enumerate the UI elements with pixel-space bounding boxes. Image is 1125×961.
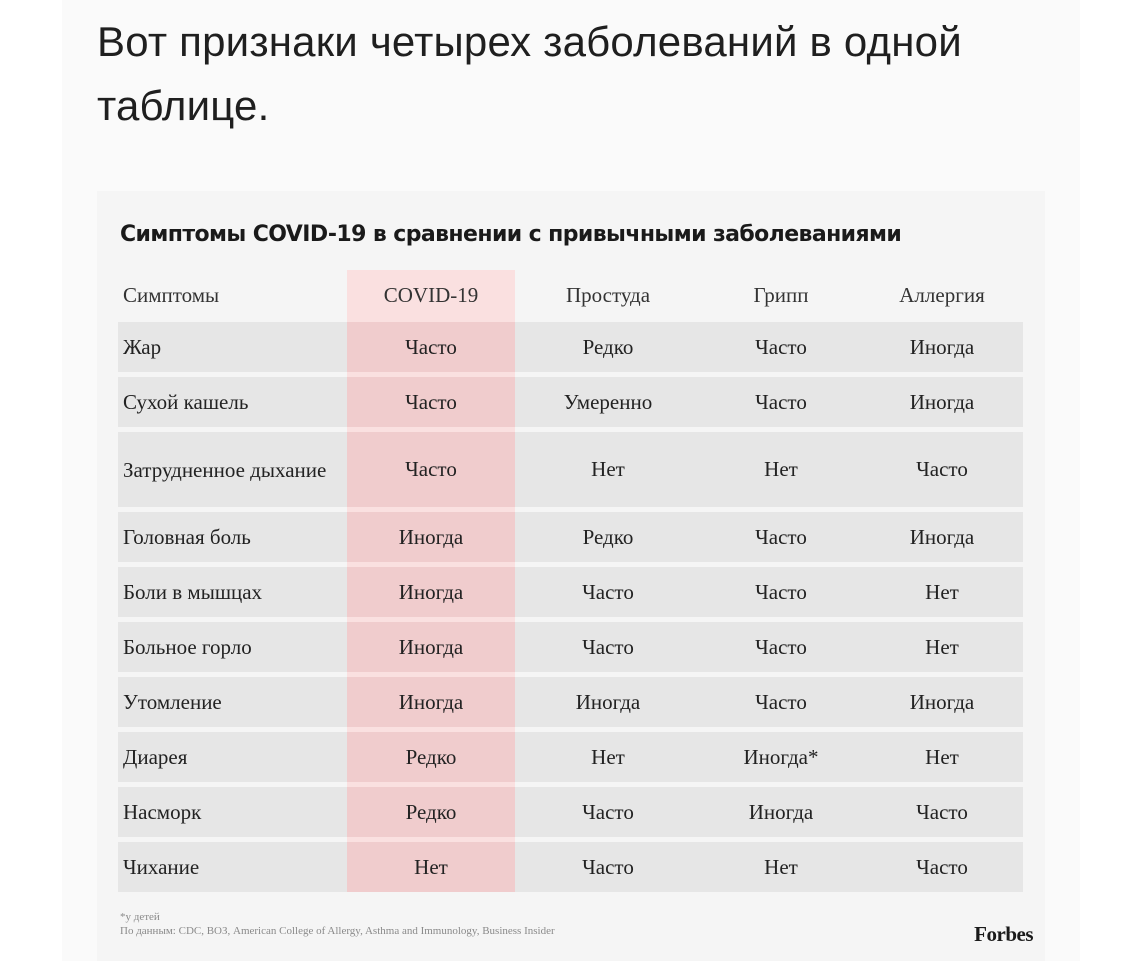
table-row: [118, 432, 1023, 507]
flu-cell: Часто: [755, 579, 807, 604]
table-row: [118, 842, 1023, 892]
covid-cell: Редко: [347, 787, 515, 837]
column-header-covid: COVID-19: [383, 282, 479, 307]
allergy-cell: Иногда: [909, 689, 975, 714]
flu-cell: Часто: [755, 389, 807, 414]
column-header-allergy: Аллергия: [899, 282, 985, 307]
table-row: [118, 512, 1023, 562]
symptom-cell: Диарея: [123, 744, 188, 769]
flu-cell: Нет: [764, 854, 798, 879]
table-row: [118, 322, 1023, 372]
cold-cell: Иногда: [575, 689, 641, 714]
cold-cell: Часто: [582, 634, 634, 659]
footnote: [120, 910, 555, 938]
table-row: [118, 567, 1023, 617]
flu-cell: Часто: [755, 634, 807, 659]
allergy-cell: Иногда: [909, 524, 975, 549]
allergy-cell: Нет: [925, 579, 959, 604]
symptom-cell: Головная боль: [123, 524, 251, 549]
column-header-flu: Грипп: [753, 282, 809, 307]
cold-cell: Редко: [582, 334, 634, 359]
cold-cell: Умеренно: [563, 389, 653, 414]
flu-cell: Иногда*: [743, 744, 819, 769]
covid-cell: Иногда: [347, 567, 515, 617]
flu-cell: Часто: [755, 524, 807, 549]
forbes-logo: Forbes: [974, 922, 1033, 946]
column-header-symptoms: Симптомы: [123, 282, 220, 307]
column-header-cold: Простуда: [565, 282, 651, 307]
cold-cell: Редко: [582, 524, 634, 549]
table-row: [118, 732, 1023, 782]
covid-cell: Иногда: [347, 677, 515, 727]
symptom-cell: Насморк: [123, 799, 202, 824]
symptoms-table: [118, 272, 1023, 897]
allergy-cell: Иногда: [909, 389, 975, 414]
allergy-cell: Нет: [925, 744, 959, 769]
page-headline: Вот признаки четырех заболеваний в одной таблице.: [97, 18, 962, 129]
covid-cell: Иногда: [347, 512, 515, 562]
footnote-sources: По данным: CDC, ВОЗ, American College of Allergy, Asthma and Immunology, Business Insider: [120, 925, 555, 937]
symptom-cell: Утомление: [123, 689, 222, 714]
covid-cell: Редко: [347, 732, 515, 782]
cold-cell: Часто: [582, 799, 634, 824]
allergy-cell: Часто: [916, 799, 968, 824]
flu-cell: Часто: [755, 689, 807, 714]
flu-cell: Иногда: [748, 799, 814, 824]
table-row: [118, 377, 1023, 427]
infographic-title: Симптомы COVID-19 в сравнении с привычными заболеваниями: [120, 222, 902, 247]
covid-cell: Часто: [347, 432, 515, 507]
table-row: [118, 677, 1023, 727]
cold-cell: Нет: [591, 457, 625, 481]
covid-cell: Иногда: [347, 622, 515, 672]
symptom-cell: Боли в мышцах: [123, 579, 263, 604]
cold-cell: Часто: [582, 854, 634, 879]
table-row: [118, 787, 1023, 837]
footnote-asterisk: *у детей: [120, 911, 160, 923]
cold-cell: Нет: [591, 744, 625, 769]
symptom-cell: Жар: [123, 334, 162, 359]
table-header-row: [118, 272, 1023, 318]
flu-cell: Часто: [755, 334, 807, 359]
symptom-cell: Больное горло: [123, 634, 252, 659]
allergy-cell: Нет: [925, 634, 959, 659]
allergy-cell: Часто: [916, 457, 968, 481]
flu-cell: Нет: [764, 457, 798, 481]
cold-cell: Часто: [582, 579, 634, 604]
covid-cell: Часто: [347, 322, 515, 372]
symptom-cell: Чихание: [123, 854, 200, 879]
symptom-cell: Сухой кашель: [123, 389, 249, 414]
symptom-cell: Затрудненное дыхание: [123, 457, 327, 482]
covid-cell: Часто: [347, 377, 515, 427]
covid-cell: Нет: [347, 842, 515, 892]
allergy-cell: Иногда: [909, 334, 975, 359]
table-body: [118, 322, 1023, 892]
table-row: [118, 622, 1023, 672]
allergy-cell: Часто: [916, 854, 968, 879]
